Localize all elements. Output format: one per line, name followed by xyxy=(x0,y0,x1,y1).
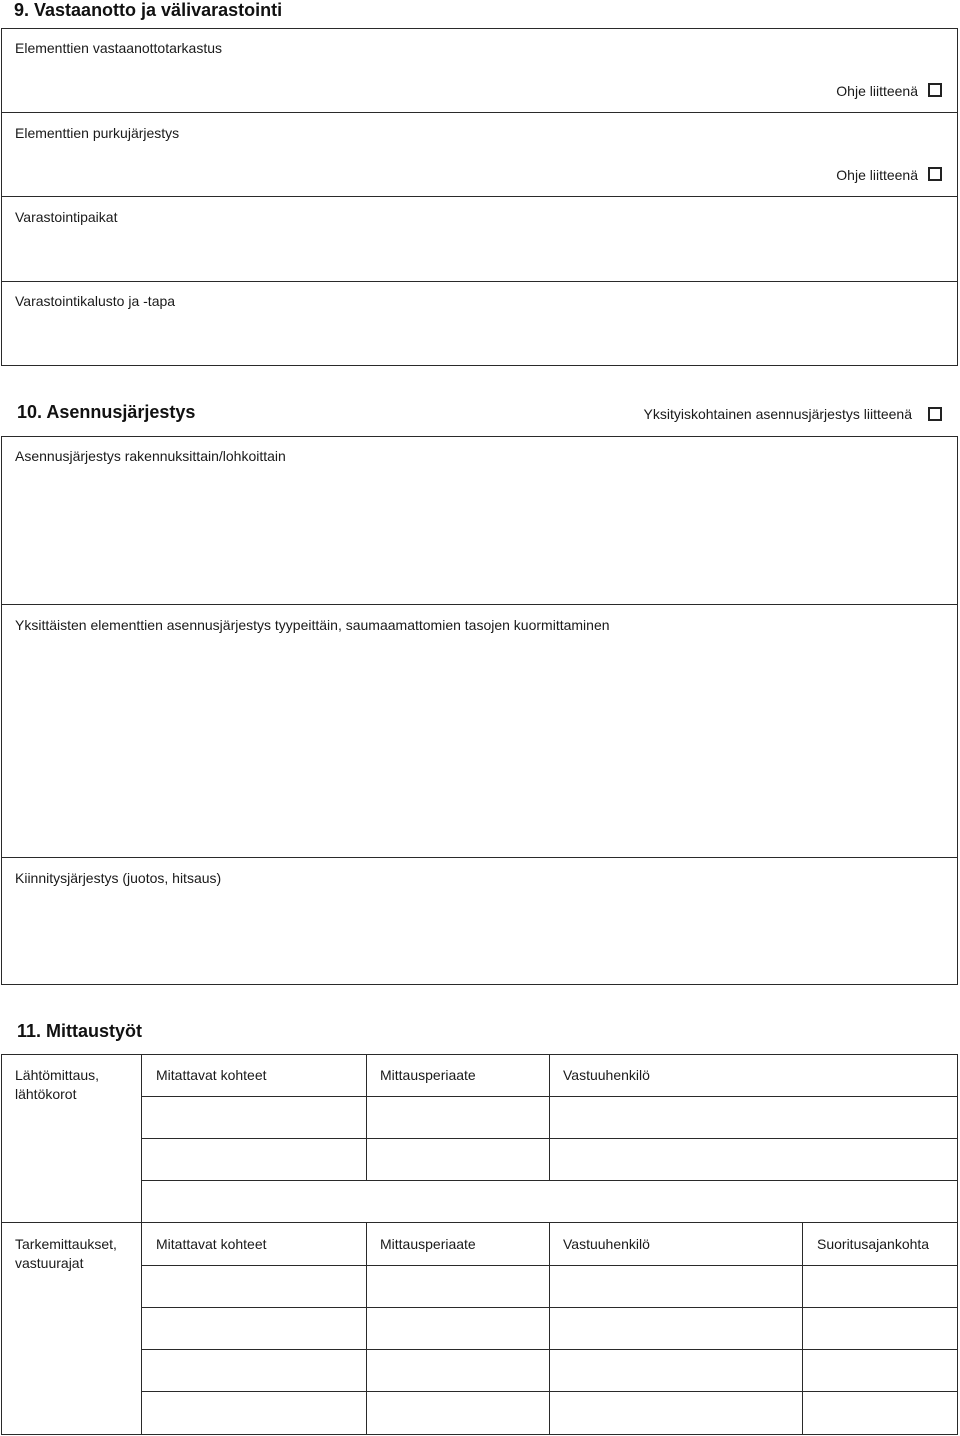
storage-equipment-label: Varastointikalusto ja -tapa xyxy=(15,293,176,309)
column-header-timing: Suoritusajankohta xyxy=(817,1236,930,1252)
divider xyxy=(1,1222,958,1223)
table-cell-input[interactable] xyxy=(142,1139,366,1180)
column-header-responsible: Vastuuhenkilö xyxy=(563,1067,650,1083)
storage-locations-label: Varastointipaikat xyxy=(15,209,118,225)
attachment-label: Ohje liitteenä xyxy=(836,167,918,183)
column-header-targets: Mitattavat kohteet xyxy=(156,1067,267,1083)
attachment-checkbox-receiving[interactable] xyxy=(928,83,942,97)
table-cell-input[interactable] xyxy=(550,1097,957,1138)
table-cell-input[interactable] xyxy=(142,1350,366,1391)
table-cell-input[interactable] xyxy=(550,1139,957,1180)
table-cell-input[interactable] xyxy=(142,1392,366,1434)
unloading-order-label: Elementtien purkujärjestys xyxy=(15,125,180,141)
table-cell-input[interactable] xyxy=(550,1266,802,1307)
attachment-checkbox-unloading[interactable] xyxy=(928,167,942,181)
check-measurement-label xyxy=(15,1235,117,1273)
table-cell-input[interactable] xyxy=(142,1308,366,1349)
column-header-principle: Mittausperiaate xyxy=(380,1236,476,1252)
section-11-title: 11. Mittaustyöt xyxy=(17,1021,143,1041)
initial-measurement-label xyxy=(15,1066,99,1104)
table-cell-input[interactable] xyxy=(803,1350,957,1391)
section-9-title: 9. Vastaanotto ja välivarastointi xyxy=(14,0,283,20)
detailed-order-attachment-label: Yksityiskohtainen asennusjärjestys liitteenä xyxy=(643,406,912,422)
storage-locations-field[interactable] xyxy=(2,197,957,280)
table-cell-input[interactable] xyxy=(367,1139,549,1180)
table-cell-input[interactable] xyxy=(367,1097,549,1138)
element-order-by-type-field[interactable] xyxy=(2,605,957,856)
column-header-principle: Mittausperiaate xyxy=(380,1067,476,1083)
table-cell-input[interactable] xyxy=(550,1308,802,1349)
receiving-inspection-label: Elementtien vastaanottotarkastus xyxy=(15,40,223,56)
column-header-responsible: Vastuuhenkilö xyxy=(563,1236,650,1252)
table-cell-input[interactable] xyxy=(142,1181,957,1222)
check-measurement-label-line1: Tarkemittaukset, xyxy=(15,1236,117,1252)
order-by-building-label: Asennusjärjestys rakennuksittain/lohkoittain xyxy=(15,448,286,464)
column-header-targets: Mitattavat kohteet xyxy=(156,1236,267,1252)
section-10-title: 10. Asennusjärjestys xyxy=(17,402,196,422)
element-order-by-type-label: Yksittäisten elementtien asennusjärjestys tyypeittäin, saumaamattomien tasojen kuormittaminen xyxy=(15,617,610,633)
check-measurement-label-line2: vastuurajat xyxy=(15,1255,84,1271)
table-cell-input[interactable] xyxy=(142,1266,366,1307)
initial-measurement-label-line1: Lähtömittaus, xyxy=(15,1067,100,1083)
table-cell-input[interactable] xyxy=(367,1266,549,1307)
attachment-label: Ohje liitteenä xyxy=(836,83,918,99)
table-cell-input[interactable] xyxy=(367,1392,549,1434)
table-cell-input[interactable] xyxy=(367,1308,549,1349)
table-cell-input[interactable] xyxy=(803,1308,957,1349)
table-cell-input[interactable] xyxy=(367,1350,549,1391)
fastening-order-label: Kiinnitysjärjestys (juotos, hitsaus) xyxy=(15,870,222,886)
table-cell-input[interactable] xyxy=(550,1392,802,1434)
table-cell-input[interactable] xyxy=(550,1350,802,1391)
table-cell-input[interactable] xyxy=(803,1392,957,1434)
table-cell-input[interactable] xyxy=(142,1097,366,1138)
detailed-order-attachment-checkbox[interactable] xyxy=(928,407,942,421)
initial-measurement-label-line2: lähtökorot xyxy=(15,1086,77,1102)
table-cell-input[interactable] xyxy=(803,1266,957,1307)
